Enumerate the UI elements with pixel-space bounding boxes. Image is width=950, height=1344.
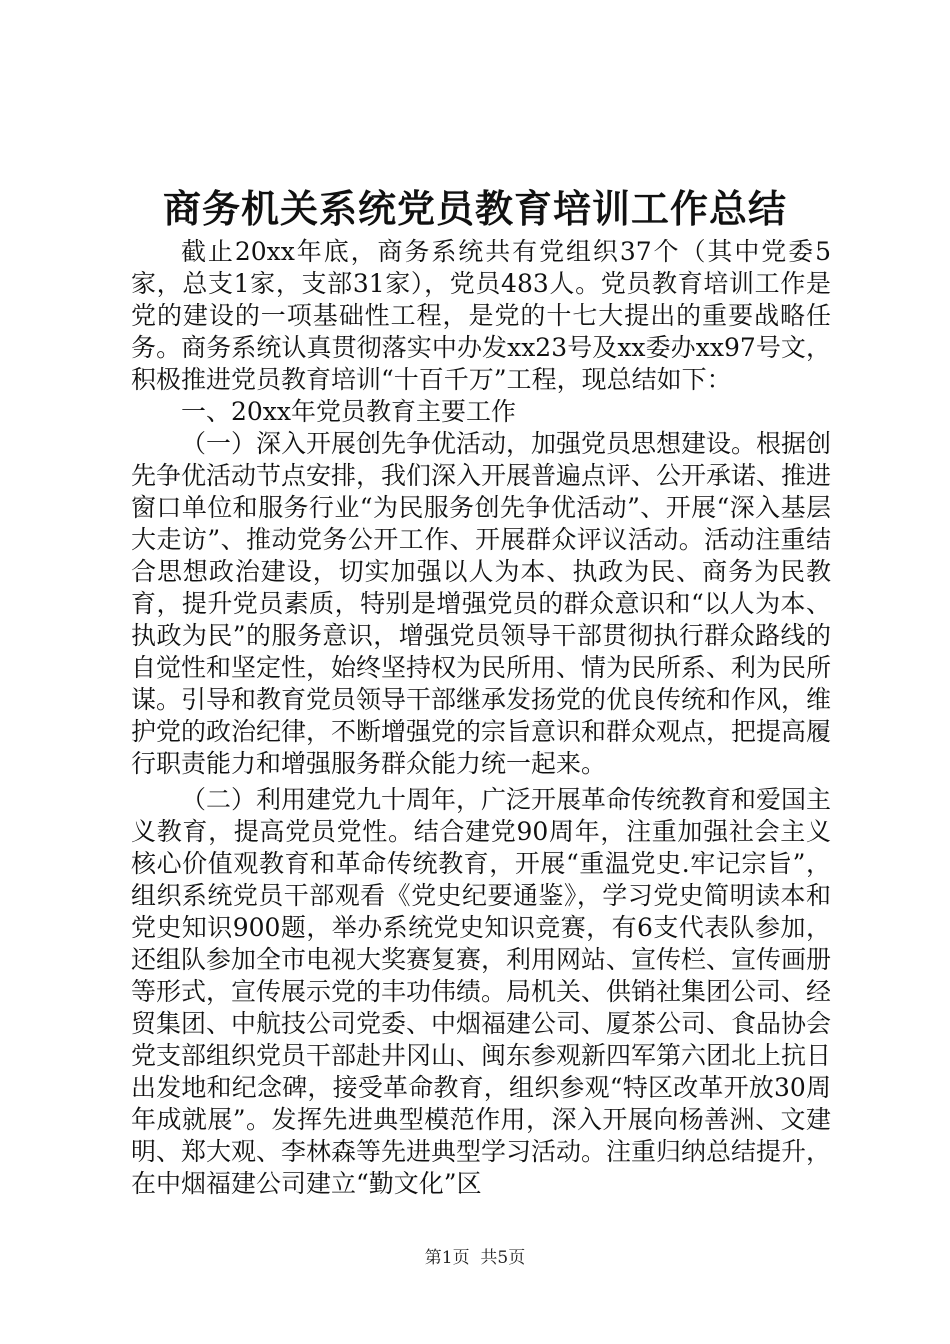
- section-one-paragraph: （一）深入开展创先争优活动，加强党员思想建设。根据创先争优活动节点安排，我们深入开展普遍点评、公开承诺、推进窗口单位和服务行业“为民服务创先争优活动”、开展“深入基层大走访”、推动党务公开工作、开展群众评议活动。活动注重结合思想政治建设，切实加强以人为本、执政为民、商务为民教育，提升党员素质，特别是增强党员的群众意识和“以人为本、执政为民”的服务意识，增强党员领导干部贯彻执行群众路线的自觉性和坚定性，始终坚持权为民所用、情为民所系、利为民所谋。引导和教育党员领导干部继承发扬党的优良传统和作风，维护党的政治纪律，不断增强党的宗旨意识和群众观点，把提高履行职责能力和增强服务群众能力统一起来。: [131, 429, 832, 778]
- section-heading: 一、20xx年党员教育主要工作: [181, 397, 517, 426]
- intro-paragraph: 截止20xx年底，商务系统共有党组织37个（其中党委5家，总支1家，支部31家），党员483人。党员教育培训工作是党的建设的一项基础性工程，是党的十七大提出的重要战略任务。商务系统认真贯彻落实中办发xx23号及xx委办xx97号文，积极推进党员教育培训“十百千万”工程，现总结如下：: [131, 237, 831, 394]
- document-body: [131, 236, 831, 1200]
- document-title: 商务机关系统党员教育培训工作总结: [162, 186, 787, 231]
- section-two-paragraph: （二）利用建党九十周年，广泛开展革命传统教育和爱国主义教育，提高党员党性。结合建党90周年，注重加强社会主义核心价值观教育和革命传统教育，开展“重温党史.牢记宗旨”，组织系统党员干部观看《党史纪要通鉴》，学习党史简明读本和党史知识900题，举办系统党史知识竞赛，有6支代表队参加，还组队参加全市电视大奖赛复赛，利用网站、宣传栏、宣传画册等形式，宣传展示党的丰功伟绩。局机关、供销社集团公司、经贸集团、中航技公司党委、中烟福建公司、厦茶公司、食品协会党支部组织党员干部赴井冈山、闽东参观新四军第六团北上抗日出发地和纪念碑，接受革命教育，组织参观“特区改革开放30周年成就展”。发挥先进典型模范作用，深入开展向杨善洲、文建明、郑大观、李林森等先进典型学习活动。注重归纳总结提升，在中烟福建公司建立“勤文化”区: [131, 785, 832, 1198]
- page-footer: 第1页 共5页: [424, 1248, 526, 1268]
